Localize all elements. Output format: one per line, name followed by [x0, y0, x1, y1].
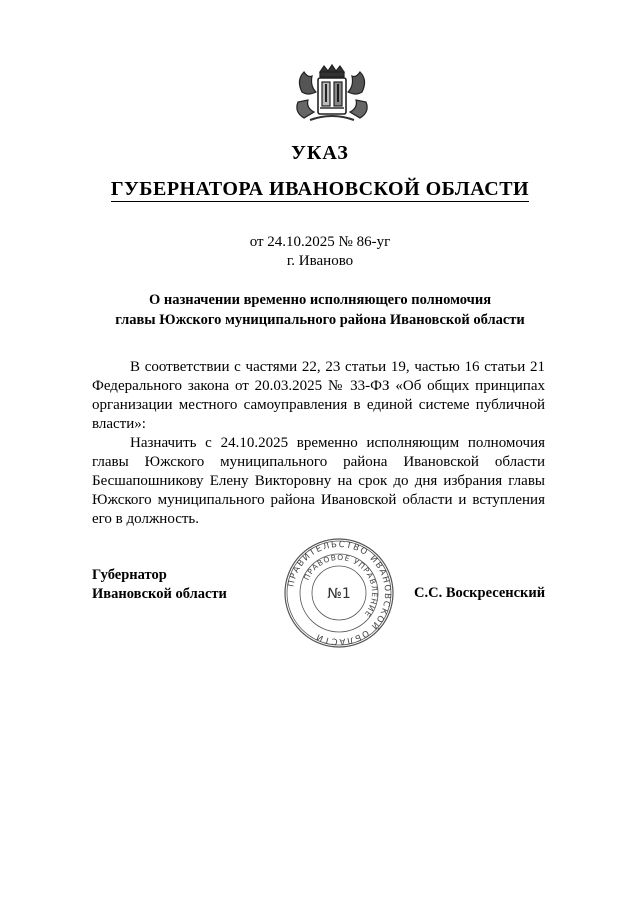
issuing-authority-text: ГУБЕРНАТОРА ИВАНОВСКОЙ ОБЛАСТИ — [110, 178, 530, 200]
subject-line-2: главы Южского муниципального района Ивановской области — [115, 312, 525, 328]
signatory-position-line-2: Ивановской области — [92, 586, 227, 602]
subject-line-1: О назначении временно исполняющего полномочия — [148, 292, 492, 308]
official-stamp — [283, 537, 395, 649]
document-body — [92, 358, 545, 529]
stamp-ring-text: ПРАВИТЕЛЬСТВО ИВАНОВСКОЙ ОБЛАСТИ — [286, 539, 393, 647]
body-paragraph-2: Назначить с 24.10.2025 временно исполняющим полномочия главы Южского муниципального района Ивановской области Бесшапошникову Елену Викторовну на срок до дня избрания главы Южского муниципального района Ивановской области и вступления его в должность. — [92, 435, 545, 527]
coat-of-arms-icon — [290, 62, 374, 124]
subject-heading — [0, 290, 640, 330]
stamp-center-label: №1 — [327, 586, 351, 602]
stamp-inner-ring-text: ПРАВОВОЕ УПРАВЛЕНИЕ — [301, 552, 380, 620]
city: г. Иваново — [286, 253, 354, 269]
signatory-name: С.С. Воскресенский — [414, 585, 546, 601]
body-paragraph-1: В соответствии с частями 22, 23 статьи 19, частью 16 статьи 21 Федерального закона от 20.03.2025 № 33-ФЗ «Об общих принципах организации местного самоуправления в единой системе публичной власти»: — [92, 359, 545, 432]
issuing-authority-heading — [0, 178, 640, 201]
signatory-position-line-1: Губернатор — [92, 567, 167, 583]
document-type-heading: УКАЗ — [291, 142, 349, 164]
date-number: от 24.10.2025 № 86-уг — [249, 234, 391, 250]
signatory-position — [92, 566, 227, 604]
